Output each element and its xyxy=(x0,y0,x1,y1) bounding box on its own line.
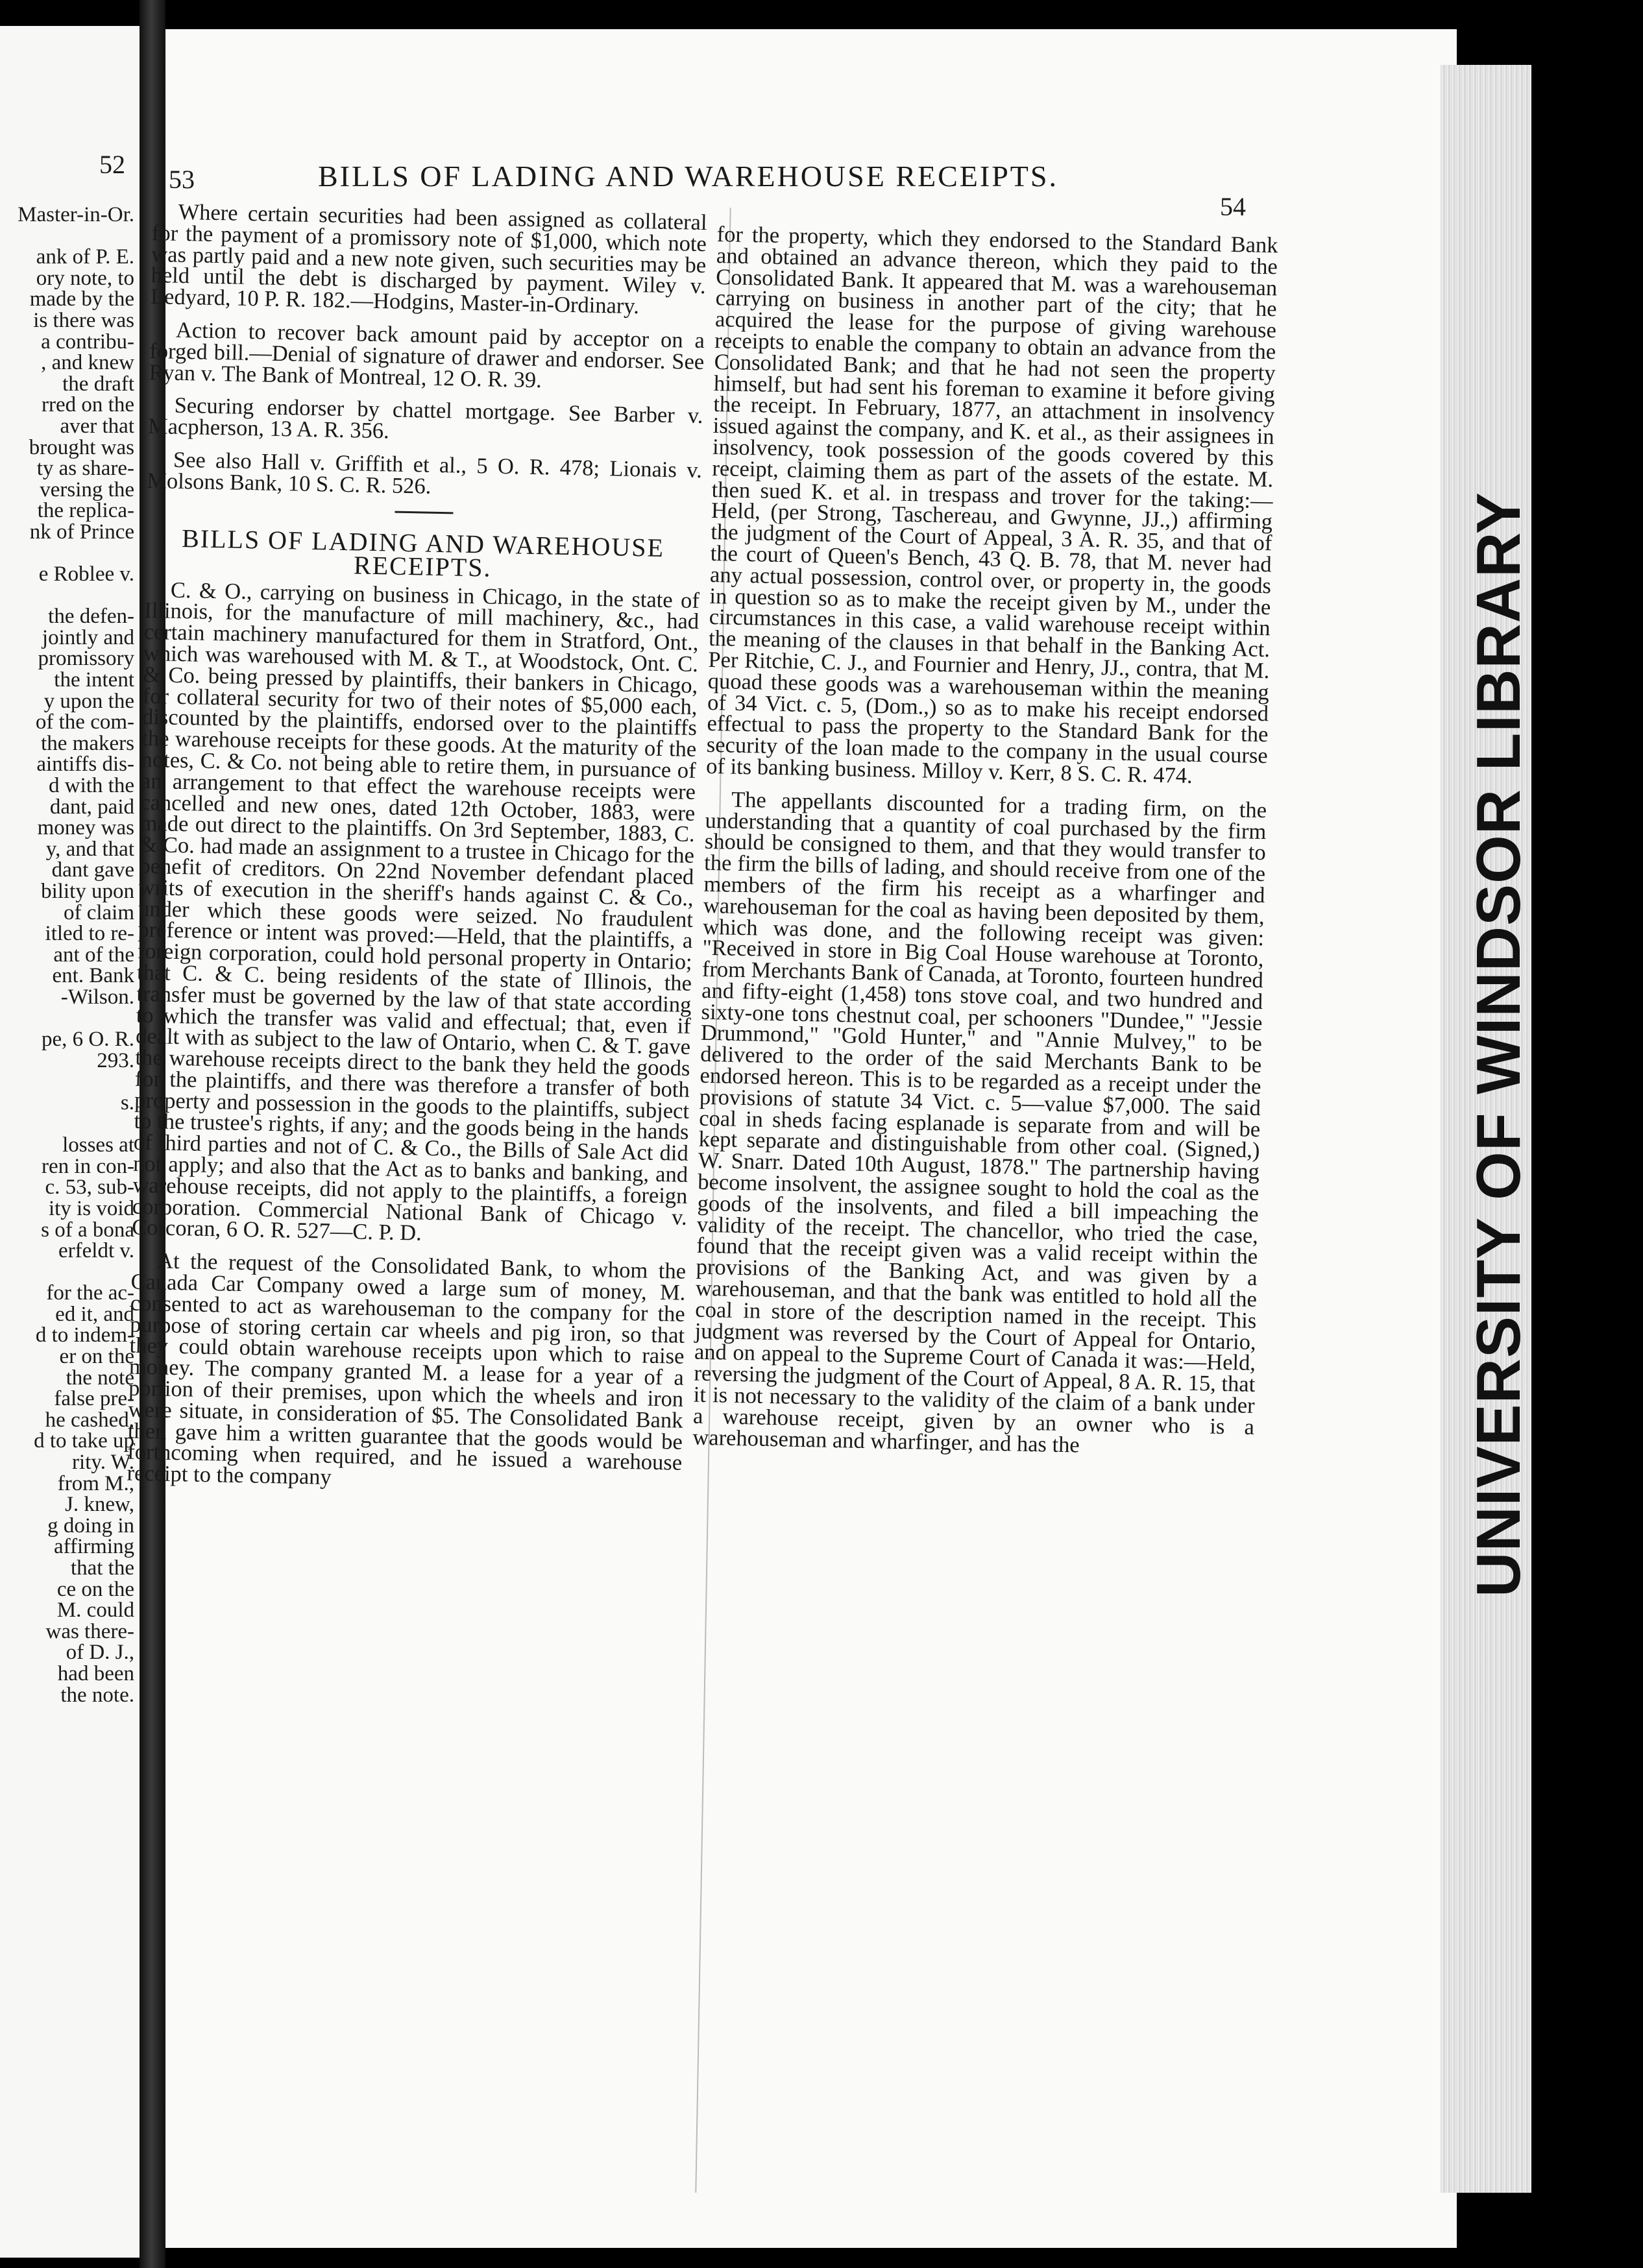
previous-page-line: J. knew, xyxy=(65,1493,134,1517)
previous-page-line: rred on the xyxy=(42,393,134,417)
previous-page-line: the note. xyxy=(60,1683,134,1707)
previous-page-line: ty as share- xyxy=(36,457,134,481)
previous-page-line: y, and that xyxy=(45,837,134,861)
previous-page-line: d to take up xyxy=(34,1429,134,1453)
previous-page-line: for the ac- xyxy=(46,1281,134,1305)
previous-page-line: ant of the xyxy=(53,943,134,967)
previous-page-line: brought was xyxy=(29,435,134,459)
previous-page-line: affirming xyxy=(53,1535,134,1559)
previous-page-text xyxy=(0,204,134,1706)
section-title: BILLS OF LADING AND WAREHOUSE RECEIPTS. xyxy=(181,523,665,583)
previous-page-line: promissory xyxy=(38,647,134,671)
previous-page-line: he cashed, xyxy=(45,1408,134,1432)
previous-page-line: of D. J., xyxy=(66,1641,134,1665)
previous-page-line: the intent xyxy=(54,668,134,692)
left-column xyxy=(127,201,707,1507)
previous-page-line: ity is void xyxy=(48,1196,134,1220)
previous-page-line: jointly and xyxy=(42,625,134,649)
previous-page-line: itled to re- xyxy=(45,922,134,946)
previous-page-line: made by the xyxy=(29,287,134,311)
page-title: BILLS OF LADING AND WAREHOUSE RECEIPTS. xyxy=(318,160,1058,193)
previous-page-line: d to indem- xyxy=(35,1323,134,1347)
paragraph: Where certain securities had been assigned as collateral for the payment of a promissory note of $1,000, which note was partly paid and a new note given, such securities may be held until the debt is discharged by payment. Wiley v. Ledyard, 10 P. R. 182.—Hodgins, Master-in-Ordinary. xyxy=(150,199,707,319)
previous-page-line: versing the xyxy=(40,477,134,501)
previous-page-line: ory note, to xyxy=(36,266,134,290)
left-page-number: 53 xyxy=(169,165,195,194)
previous-page-line: the defen- xyxy=(48,605,134,629)
previous-page-line xyxy=(0,543,134,564)
previous-page-line: false pre- xyxy=(54,1387,134,1411)
previous-page-line: bility upon xyxy=(41,880,134,903)
previous-page-line: erfeldt v. xyxy=(58,1239,134,1263)
previous-page-line: e Roblee v. xyxy=(38,562,134,586)
previous-page-line: ent. Bank xyxy=(52,964,134,988)
previous-page-line xyxy=(0,1262,134,1283)
previous-page-line: s of a bona xyxy=(41,1218,134,1242)
previous-page-line: aver that xyxy=(60,414,134,438)
previous-page-number: 52 xyxy=(99,150,125,179)
previous-page-line: the draft xyxy=(62,372,134,396)
previous-page-line: ren in con- xyxy=(42,1154,134,1178)
previous-page-line: er on the xyxy=(59,1345,134,1369)
previous-page-line: g doing in xyxy=(47,1514,134,1538)
library-stamp xyxy=(1450,492,1548,1597)
previous-page-line: money was xyxy=(37,816,134,840)
previous-page-line: of the com- xyxy=(35,710,134,734)
previous-page-line xyxy=(0,1071,134,1092)
paragraph: See also Hall v. Griffith et al., 5 O. R. 478; Lionais v. Molsons Bank, 10 S. C. R. 526. xyxy=(146,447,703,499)
previous-page-line xyxy=(0,226,134,247)
previous-page-line: the note xyxy=(66,1366,134,1390)
paragraph: The appellants discounted for a trading firm, on the understanding that a quantity of coal purchased by the firm should be consigned to them, and that they would transfer to the firm the bills of lading, and should receive from one of the members of the firm his receipt as a wharfinger and warehouseman for the coal as having been deposited by them, which was done, and the following receipt was given: "Received in store in Big Coal House warehouse at Toronto, from Merchants Bank of Canada, at Toronto, fourteen hundred and fifty-eight (1,458) tons stove coal, and two hundred and sixty-one tons chestnut coal, per schooners "Dundee," "Jessie Drummond," "Gold Hunter," and "Annie Mulvey," to be delivered to the order of the said Merchants Bank to be endorsed hereon. This is to be regarded as a receipt under the provisions of statute 34 Vict. c. 5—value $7,000. The said coal in sheds facing esplanade is separate from and will be kept separate and distinguishable from other coal. (Signed,) W. Snarr. Dated 10th August, 1878." The partnership having become insolvent, the assignee sought to hold the coal as the goods of the insolvents, and filed a bill impeaching the validity of the receipt. The chancellor, who tried the case, found that the receipt given was a valid receipt within the provisions of the Banking Act, and was given by a warehouseman, and that the bank was entitled to hold all the coal in store of the description named in the receipt. This judgment was reversed by the Court of Appeal for Ontario, and on appeal to the Supreme Court of Canada it was:—Held, reversing the judgment of the Court of Appeal, 8 A. R. 15, that it is not necessary to the validity of the claim of a bank under a warehouse receipt, given by an owner who is a warehouseman and wharfinger, and has the xyxy=(692,787,1267,1458)
previous-page-line: 293. xyxy=(97,1048,134,1072)
paragraph: Action to recover back amount paid by acceptor on a forged bill.—Denial of signature of drawer and endorser. See Ryan v. The Bank of Montreal, 12 O. R. 39. xyxy=(149,317,705,392)
previous-page-line: had been xyxy=(57,1661,134,1685)
previous-page-line: is there was xyxy=(33,308,134,332)
paragraph: C. & O., carrying on business in Chicago, in the state of Illinois, for the manufacture of mill machinery, &c., had certain machinery manufactured for them in Stratford, Ont., which was warehoused with M. & T., at Woodstock, Ont. C. & Co. being pressed by plaintiffs, their bankers in Chicago, for collateral security for two of their notes of $5,000 each, discounted by the plaintiffs, endorsed over to the plaintiffs the warehouse receipts for these goods. At the maturity of the notes, C. & Co. not being able to retire them, in pursuance of an arrangement to that effect the warehouse receipts were cancelled and new ones, dated 12th October, 1883, were made out direct to the plaintiffs. On 3rd September, 1883, C. & Co. had made an assignment to a trustee in Chicago for the benefit of creditors. On 22nd November defendant placed writs of execution in the sheriff's hands against C. & Co., under which these goods were seized. No fraudulent preference or intent was proved:—Held, that the plaintiffs, a foreign corporation, could hold personal property in Ontario; that C. & C. being residents of the state of Illinois, the transfer must be governed by the law of that state according to which the transfer was valid and effectual; that, even if dealt with as subject to the law of Ontario, when C. & T. gave the warehouse receipts direct to the bank they held the goods for the plaintiffs, and there was therefore a transfer of both property and possession in the goods to the plaintiffs, subject to the trustee's rights, if any; and the goods being in the hands of third parties and not of C. & Co., the Bills of Sale Act did not apply; and also that the Act as to banks and banking, and warehouse receipts, did not apply to the plaintiffs, a foreign corporation. Commercial National Bank of Chicago v. Corcoran, 6 O. R. 527—C. P. D. xyxy=(131,577,700,1246)
previous-page-line: the makers xyxy=(41,731,134,755)
previous-page-line: ank of P. E. xyxy=(36,245,134,269)
previous-page-line: that the xyxy=(70,1556,134,1580)
previous-page-line: pe, 6 O. R. xyxy=(42,1028,134,1052)
previous-page-line: dant, paid xyxy=(49,795,134,819)
previous-page-line: ed it, and xyxy=(55,1302,134,1326)
previous-page-line: rity. W. xyxy=(72,1451,134,1475)
previous-page-line xyxy=(0,1114,134,1135)
section-rule xyxy=(395,511,453,514)
paragraph: Securing endorser by chattel mortgage. See Barber v. Macpherson, 13 A. R. 356. xyxy=(147,393,703,444)
library-stamp-text: UNIVERSITY OF WINDSOR LIBRARY xyxy=(1464,492,1533,1597)
previous-page-line: from M., xyxy=(57,1471,134,1495)
previous-page-line: dant gave xyxy=(51,858,134,882)
right-page-number: 54 xyxy=(1220,192,1246,221)
previous-page-line: c. 53, sub- xyxy=(45,1176,134,1200)
previous-page-line: the replica- xyxy=(37,499,134,523)
previous-page-line xyxy=(0,585,134,607)
previous-page-line: ce on the xyxy=(56,1577,134,1601)
previous-page-line: of claim xyxy=(63,900,134,924)
previous-page-line: s. xyxy=(120,1091,134,1115)
previous-page-line: a contribu- xyxy=(41,330,134,354)
previous-page-line: , and knew xyxy=(41,351,134,375)
right-column xyxy=(692,224,1278,1471)
paragraph: At the request of the Consolidated Bank, to whom the Canada Car Company owed a large sum of money, M. consented to act as warehouseman to the company for the purpose of storing certain car wheels and pig iron, so that they could obtain warehouse receipts upon which to raise money. The company granted M. a lease for a year of a portion of their premises, upon which the wheels and iron were situate, in consideration of $5. The Consolidated Bank then gave him a written guarantee that the goods would be forthcoming when required, and he issued a warehouse receipt to the company xyxy=(127,1248,687,1490)
previous-page-line: -Wilson. xyxy=(60,985,134,1009)
previous-page-line: Master-in-Or. xyxy=(18,203,134,226)
previous-page-fragment xyxy=(0,26,140,2258)
previous-page-line: was there- xyxy=(45,1619,134,1643)
paragraph: for the property, which they endorsed to the Standard Bank and obtained an advance thereon, which they paid to the Consolidated Bank. It appeared that M. was a warehouseman carrying on business in another part of the city; that he acquired the lease for the purpose of giving warehouse receipts to enable the company to obtain an advance from the Consolidated Bank; and that he had not seen the property himself, but had sent his foreman to examine it before giving the receipt. In February, 1877, an attachment in insolvency issued against the company, and K. et al., as their assignees in insolvency, took possession of the goods covered by this receipt, claiming them as part of the assets of the estate. M. then sued K. et al. in trespass and trover for the taking:—Held, (per Strong, Taschereau, and Gwynne, JJ.,) affirming the judgment of the Court of Appeal, 3 A. R. 35, and that of the court of Queen's Bench, 43 Q. B. 78, that M. never had any actual possession, control over, or property in, the goods in question so as to make the receipt given by M., under the circumstances in this case, a valid warehouse receipt within the meaning of the clauses in that behalf in the Banking Act. Per Ritchie, C. J., and Fournier and Henry, JJ., contra, that M. quoad these goods was a warehouseman within the meaning of 34 Vict. c. 5, (Dom.,) so as to make his receipt endorsed effectual to pass the property to the Standard Bank for the security of the loan made to the company in the usual course of its banking business. Milloy v. Kerr, 8 S. C. R. 474. xyxy=(705,222,1278,788)
previous-page-line: aintiffs dis- xyxy=(36,753,134,777)
previous-page-line xyxy=(0,1008,134,1030)
previous-page-line: d with the xyxy=(49,774,134,798)
previous-page-line: nk of Prince xyxy=(29,520,134,544)
previous-page-line: M. could xyxy=(56,1598,134,1623)
previous-page-line: losses at xyxy=(62,1133,134,1157)
previous-page-line: y upon the xyxy=(43,689,134,713)
